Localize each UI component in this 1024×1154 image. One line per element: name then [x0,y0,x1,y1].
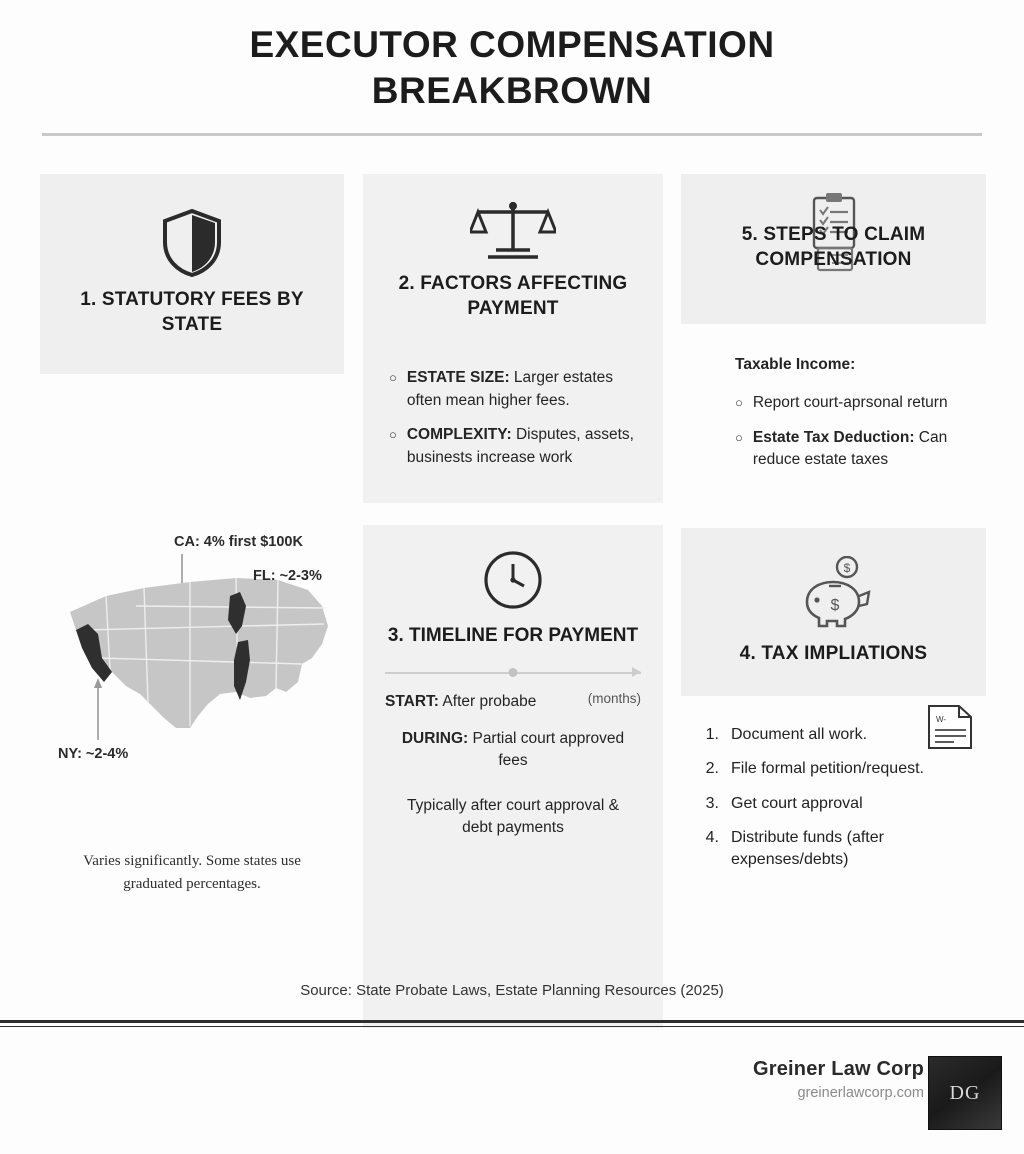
shield-icon [54,208,330,278]
page-title [0,0,1024,115]
timeline-start [385,691,536,713]
card-timeline-title: 3. TIMELINE FOR PAYMENT [387,625,639,647]
brand-name: Greiner Law Corp [752,1058,924,1080]
timeline-during-label: DURING: [401,729,469,747]
card-timeline [363,525,663,1049]
column-center [363,174,663,1050]
tax-steps-list [681,696,986,872]
piggy-bank-icon [695,556,972,632]
source-note: Source: State Probate Laws, Estate Planning Resources (2025) [300,982,724,999]
clock-icon [363,549,663,611]
footer-divider-thin [0,1026,1024,1027]
list-item-index: 1. [705,725,719,743]
timeline-arrow-icon [632,667,641,677]
steps-body [681,324,986,472]
list-item [389,424,645,469]
statutory-caption: Varies significantly. Some states use graduated percentages. [83,853,301,892]
list-item-index: 2. [705,760,719,778]
list-item-text: Report court-aprsonal return [752,394,948,412]
title-line-1: EXECUTOR COMPENSATION [249,24,775,65]
list-item-text: Larger estates often mean higher fees. [406,369,614,409]
list-item [703,758,976,780]
us-map-figure [40,420,344,850]
timeline-midpoint-dot [509,668,518,677]
bullet-icon: ○ [389,370,397,386]
bullet-icon: ○ [389,427,397,443]
timeline-start-label: START: [385,693,439,711]
card-statutory-header [40,174,344,374]
card-tax-header [681,528,986,696]
w2-form-icon [926,704,976,755]
timeline-start-row [385,691,641,713]
card-statutory-title: 1. STATUTORY FEES BY STATE [80,289,304,335]
map-label-ca: CA: 4% first $100K [174,534,303,550]
list-item-index: 3. [705,794,719,812]
list-item-text: Can reduce estate taxes [752,428,948,469]
card-factors [363,174,663,503]
timeline-start-text: After probabe [438,693,537,711]
list-item-label: ESTATE SIZE: [406,369,510,387]
timeline-during-text: Partial court approved fees [468,729,625,770]
map-label-fl: FL: ~2-3% [253,568,322,584]
factors-list [363,341,663,469]
list-item [703,827,976,872]
list-item-text: Document all work. [731,725,868,743]
list-item [735,427,978,472]
map-label-ny: NY: ~2-4% [58,746,129,762]
list-item-text: Get court approval [731,794,863,812]
card-steps-title: 5. STEPS TO CLAIM COMPENSATION [741,224,926,270]
list-item [389,367,645,412]
svg-text:W-: W- [936,714,947,724]
svg-text:$: $ [830,596,839,614]
card-steps-header [681,174,986,324]
us-map-svg [40,420,344,850]
list-item-text: Distribute funds (after expenses/debts) [731,829,884,869]
svg-text:$: $ [843,560,850,575]
card-tax-title: 4. TAX IMPLIATIONS [739,642,928,664]
timeline-during [393,728,633,773]
list-item-index: 4. [705,829,719,847]
brand-url[interactable]: greinerlawcorp.com [797,1085,924,1101]
scales-icon [377,198,649,262]
bullet-icon: ○ [735,395,743,411]
brand-block [753,1058,924,1101]
timeline-end-text: Typically after court approval & debt payments [407,796,619,837]
column-statutory [40,174,344,895]
card-factors-header [363,174,663,341]
steps-subheading: Taxable Income: [735,356,856,373]
bullet-icon: ○ [735,429,743,445]
timeline-months-label: (months) [587,691,641,707]
brand-logo [928,1056,1002,1130]
footer-divider [0,1020,1024,1023]
title-divider [42,133,982,136]
logo-text: DG [949,1081,981,1104]
list-item-label: COMPLEXITY: [406,426,512,444]
card-factors-title: 2. FACTORS AFFECTING PAYMENT [398,273,628,319]
title-line-2: BREAKBROWN [371,70,653,112]
column-right [681,174,986,884]
list-item [703,793,976,815]
list-item-label: Estate Tax Deduction: [752,428,915,446]
list-item [735,392,978,414]
list-item-text: Disputes, assets, businests increase work [406,426,634,466]
timeline-axis [385,661,641,687]
list-item-text: File formal petition/request. [731,760,924,778]
